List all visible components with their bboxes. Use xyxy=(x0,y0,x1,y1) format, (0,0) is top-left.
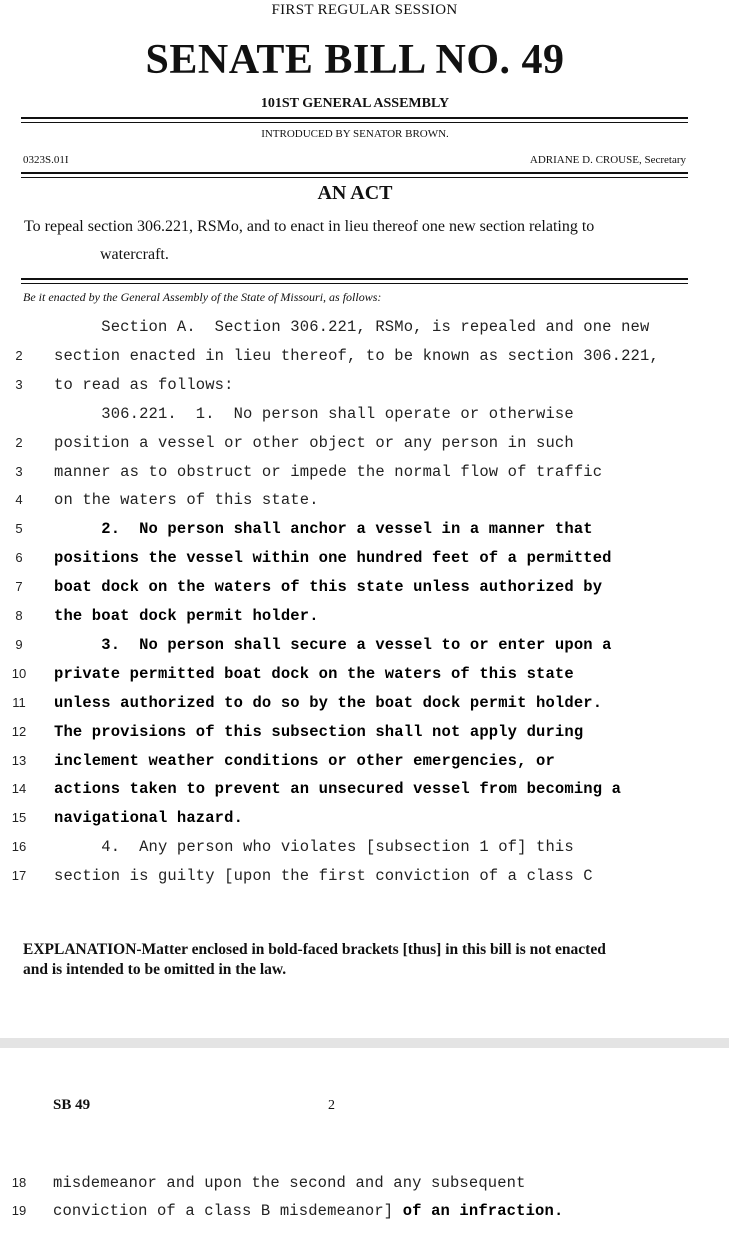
line-number: 14 xyxy=(11,781,27,796)
line-number: 19 xyxy=(11,1203,27,1218)
enacting-clause: Be it enacted by the General Assembly of the State of Missouri, as follows: xyxy=(23,290,382,304)
line-number: 2 xyxy=(15,348,23,363)
bill-line: section enacted in lieu thereof, to be known as section 306.221, xyxy=(54,347,659,365)
header-rule-thin xyxy=(21,122,688,123)
line-number: 8 xyxy=(15,608,23,623)
bill-line: 3. No person shall secure a vessel to or enter upon a xyxy=(54,636,612,654)
act-heading: AN ACT xyxy=(317,182,393,204)
bill-line: private permitted boat dock on the waters of this state xyxy=(54,665,574,683)
bill-line: on the waters of this state. xyxy=(54,491,319,509)
bill-line: The provisions of this subsection shall not apply during xyxy=(54,723,584,741)
line-number: 7 xyxy=(15,579,23,594)
page-break xyxy=(0,1038,729,1048)
act-purpose-line-2: watercraft. xyxy=(100,246,169,263)
bill-line: the boat dock permit holder. xyxy=(54,607,319,625)
bill-line: positions the vessel within one hundred feet of a permitted xyxy=(54,549,612,567)
header-rule-thick xyxy=(21,117,688,119)
bill-line: 4. Any person who violates [subsection 1 of] this xyxy=(54,838,574,856)
bill-line: Section A. Section 306.221, RSMo, is repealed and one new xyxy=(54,318,650,336)
bill-line: actions taken to prevent an unsecured vessel from becoming a xyxy=(54,780,622,798)
line-number: 15 xyxy=(11,810,27,825)
line-number: 10 xyxy=(11,666,27,681)
explanation-line-1: EXPLANATION-Matter enclosed in bold-faced brackets [thus] in this bill is not enacted xyxy=(23,941,606,958)
bill-line: inclement weather conditions or other emergencies, or xyxy=(54,752,555,770)
bill-line: position a vessel or other object or any person in such xyxy=(54,434,574,452)
bill-line-18: misdemeanor and upon the second and any subsequent xyxy=(53,1174,526,1192)
bill-line: unless authorized to do so by the boat dock permit holder. xyxy=(54,694,603,712)
line-number: 11 xyxy=(12,695,26,710)
running-head: SB 49 xyxy=(53,1097,91,1113)
bill-line: 306.221. 1. No person shall operate or otherwise xyxy=(54,405,574,423)
line-number: 2 xyxy=(15,435,23,450)
line-number: 9 xyxy=(15,637,23,652)
bill-line: boat dock on the waters of this state unless authorized by xyxy=(54,578,603,596)
session-label: FIRST REGULAR SESSION xyxy=(271,2,458,18)
line-number: 3 xyxy=(15,464,23,479)
bill-line-19 xyxy=(53,1202,563,1220)
line-number: 16 xyxy=(11,839,27,854)
line-number: 4 xyxy=(15,492,23,507)
bill-line: to read as follows: xyxy=(54,376,234,394)
purpose-rule-thin xyxy=(21,283,688,284)
bill-line: section is guilty [upon the first conviction of a class C xyxy=(54,867,593,885)
purpose-rule-thick xyxy=(21,278,688,280)
bill-line: manner as to obstruct or impede the normal flow of traffic xyxy=(54,463,603,481)
line-number: 18 xyxy=(11,1175,27,1190)
line-number: 5 xyxy=(15,521,23,536)
secretary-name: ADRIANE D. CROUSE, Secretary xyxy=(529,154,686,166)
line-number: 13 xyxy=(11,753,27,768)
assembly-label: 101ST GENERAL ASSEMBLY xyxy=(260,96,450,111)
introduced-by: INTRODUCED BY SENATOR BROWN. xyxy=(261,128,449,140)
bill-code: 0323S.01I xyxy=(23,154,69,166)
line-number: 12 xyxy=(11,724,27,739)
act-purpose-line-1: To repeal section 306.221, RSMo, and to enact in lieu thereof one new section relating to xyxy=(24,218,595,235)
secretary-rule-thin xyxy=(21,177,688,178)
line-number: 6 xyxy=(15,550,23,565)
bill-line: 2. No person shall anchor a vessel in a manner that xyxy=(54,520,593,538)
line-number: 3 xyxy=(15,377,23,392)
explanation-line-2: and is intended to be omitted in the law. xyxy=(23,961,287,978)
line-number: 17 xyxy=(11,868,27,883)
new-text: of an infraction. xyxy=(393,1202,564,1220)
secretary-rule-thick xyxy=(21,172,688,174)
bill-line: navigational hazard. xyxy=(54,809,244,827)
explanation-note xyxy=(23,940,606,980)
repealed-text: conviction of a class B misdemeanor] xyxy=(53,1202,394,1220)
bill-title: SENATE BILL NO. 49 xyxy=(145,37,565,83)
page-number: 2 xyxy=(328,1098,335,1113)
